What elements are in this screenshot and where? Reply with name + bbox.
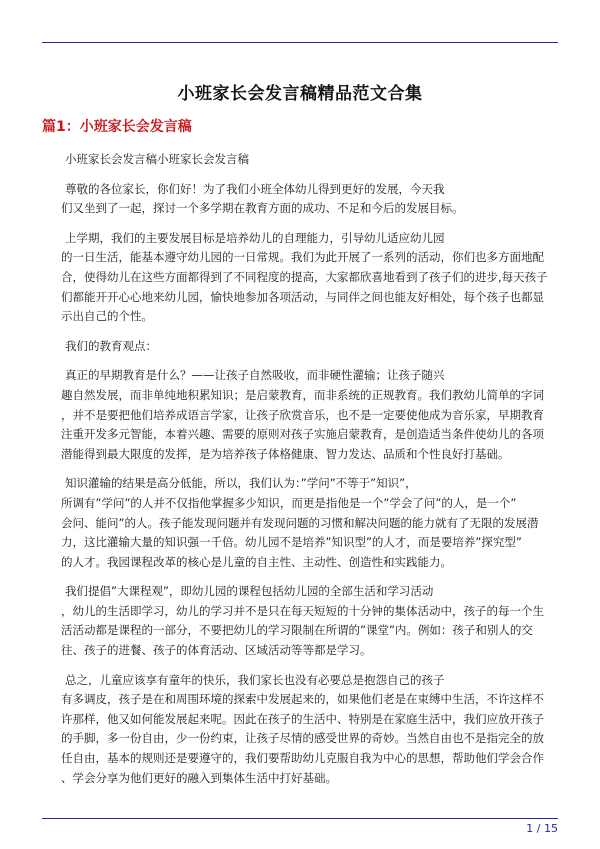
paragraph-line: 往、孩子的进餐、孩子的体育活动、区域活动等等都是学习。 bbox=[61, 643, 372, 658]
paragraph bbox=[61, 180, 558, 219]
footer-rule bbox=[42, 818, 558, 819]
paragraph-line: 注重开发多元智能，本着兴趣、需要的原则对孩子实施启蒙教育，是创造适当条件使幼儿的各项 bbox=[61, 427, 544, 442]
paragraph-line: 活活动都是课程的一部分，不要把幼儿的学习限制在所谓的”课堂”内。例如：孩子和别人的交 bbox=[61, 623, 533, 638]
paragraph-line: 的人才。我园课程改革的核心是儿童的自主性、主动性、创造性和实践能力。 bbox=[61, 554, 452, 569]
paragraph bbox=[61, 366, 558, 464]
paragraph-line: ，幼儿的生活即学习，幼儿的学习并不是只在每天短短的十分钟的集体活动中，孩子的每一个生 bbox=[61, 603, 544, 618]
paragraph-line: 合，使得幼儿在这些方面都得到了不同程度的提高，大家都欣喜地看到了孩子们的进步,每天孩子 bbox=[61, 269, 548, 284]
paragraph bbox=[61, 229, 558, 327]
paragraph-line: 知识灌输的结果是高分低能，所以，我们认为：”学问”不等于”知识”， bbox=[65, 476, 417, 491]
paragraph-line: 上学期，我们的主要发展目标是培养幼儿的自理能力，引导幼儿适应幼儿园 bbox=[65, 230, 445, 245]
paragraph-line: 小班家长会发言稿小班家长会发言稿 bbox=[65, 152, 249, 166]
paragraph-line: 所调有”学问”的人并不仅指他掌握多少知识，而更是指他是一个”学会了问”的人，是一个” bbox=[61, 495, 517, 510]
paragraph bbox=[61, 474, 558, 572]
paragraph bbox=[61, 150, 558, 170]
paragraph-line: 们都能开开心心地来幼儿园，愉快地参加各项活动，与同伴之间也能友好相处，每个孩子也都显 bbox=[61, 289, 544, 304]
section-heading: 篇1：小班家长会发言稿 bbox=[42, 119, 192, 135]
paragraph-line: 我们的教育观点： bbox=[65, 338, 157, 353]
header-rule bbox=[42, 42, 558, 43]
document-body bbox=[61, 150, 558, 798]
paragraph-line: 的手脚，多一份自由，少一份约束，让孩子尽情的感受世界的奇妙。当然自由也不是指完全的放 bbox=[61, 731, 544, 746]
paragraph-line: 任自由，基本的规则还是要遵守的，我们要帮助幼儿克服自我为中心的思想，帮助他们学会合作 bbox=[61, 751, 544, 766]
paragraph-line: 、学会分享为他们更好的融入到集体生活中打好基础。 bbox=[61, 770, 337, 785]
paragraph-line: 会问、能问”的人。孩子能发现问题并有发现问题的习惯和解决问题的能力就有了无限的发展潜 bbox=[61, 515, 539, 530]
paragraph-line: 力，这比灌输大量的知识强一千倍。幼儿园不是培养”知识型”的人才，而是要培养”探究型” bbox=[61, 535, 522, 550]
paragraph-line: 尊敬的各位家长，你们好！为了我们小班全体幼儿得到更好的发展，今天我 bbox=[65, 181, 445, 196]
paragraph bbox=[61, 582, 558, 660]
paragraph-line: 们又坐到了一起，探讨一个多学期在教育方面的成功、不足和今后的发展目标。 bbox=[61, 201, 464, 216]
paragraph bbox=[61, 337, 558, 357]
paragraph-line: ，并不是要把他们培养成语言学家，让孩子欣赏音乐，也不是一定要使他成为音乐家，早期教育 bbox=[61, 407, 544, 422]
page-indicator: 1 / 15 bbox=[526, 822, 558, 835]
paragraph-line: 我们提倡”大课程观”，即幼儿园的课程包括幼儿园的全部生活和学习活动 bbox=[65, 584, 434, 599]
paragraph-line: 总之，儿童应该享有童年的快乐，我们家长也没有必要总是抱怨自己的孩子 bbox=[65, 672, 445, 687]
document-title: 小班家长会发言稿精品范文合集 bbox=[177, 84, 423, 104]
paragraph-line: 真正的早期教育是什么？——让孩子自然吸收，而非硬性灌输；让孩子随兴 bbox=[65, 368, 445, 383]
paragraph-line: 有多调皮，孩子是在和周围环境的探索中发展起来的，如果他们老是在束缚中生活，不许这样不 bbox=[61, 692, 544, 707]
paragraph-line: 许那样，他又如何能发展起来呢。因此在孩子的生活中、特别是在家庭生活中，我们应放开孩子 bbox=[61, 711, 544, 726]
paragraph-line: 的一日生活，能基本遵守幼儿园的一日常规。我们为此开展了一系列的活动，你们也多方面地配 bbox=[61, 250, 544, 265]
paragraph-line: 示出自己的个性。 bbox=[61, 309, 153, 324]
paragraph bbox=[61, 671, 558, 789]
paragraph-line: 潜能得到最大限度的发挥，是为培养孩子体格健康、智力发达、品质和个性良好打基础。 bbox=[61, 446, 510, 461]
paragraph-line: 趣自然发展，而非单纯地积累知识；是启蒙教育，而非系统的正规教育。我们教幼儿简单的字词 bbox=[61, 387, 544, 402]
